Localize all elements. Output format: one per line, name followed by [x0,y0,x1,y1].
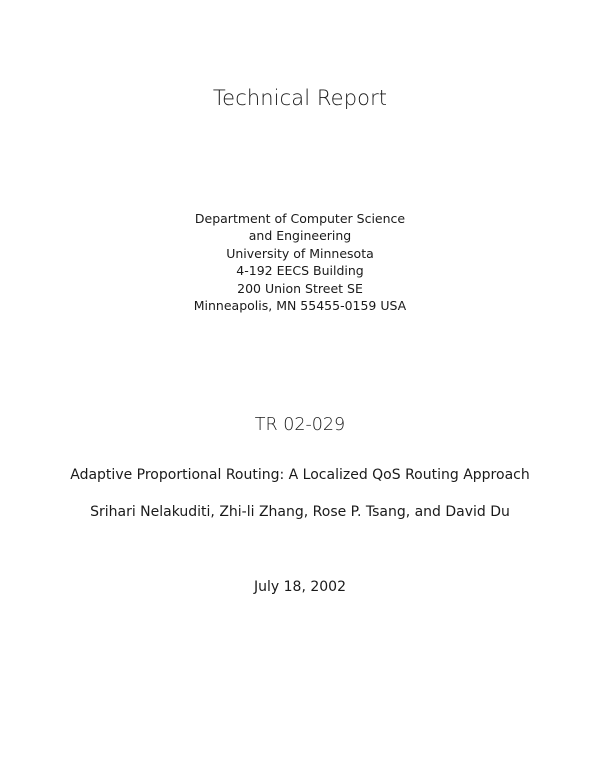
address-line-street: 200 Union Street SE [237,280,363,296]
address-line-department: Department of Computer Science [194,211,406,226]
address-line-building: 4-192 EECS Building [236,263,364,279]
address-line-university: University of Minnesota [226,245,374,261]
paper-title: Adaptive Proportional Routing: A Localized QoS Routing Approach [70,467,530,483]
address-line-engineering: and Engineering [248,228,352,244]
address-line-city: Minneapolis, MN 55455-0159 USA [193,298,407,314]
author-list: Srihari Nelakuditi, Zhi-li Zhang, Rose P. Tsang, and David Du [90,504,510,520]
report-date: July 18, 2002 [254,579,346,595]
report-number: TR 02-029 [254,415,346,435]
institution-address [0,210,600,314]
report-heading: Technical Report [212,86,388,110]
